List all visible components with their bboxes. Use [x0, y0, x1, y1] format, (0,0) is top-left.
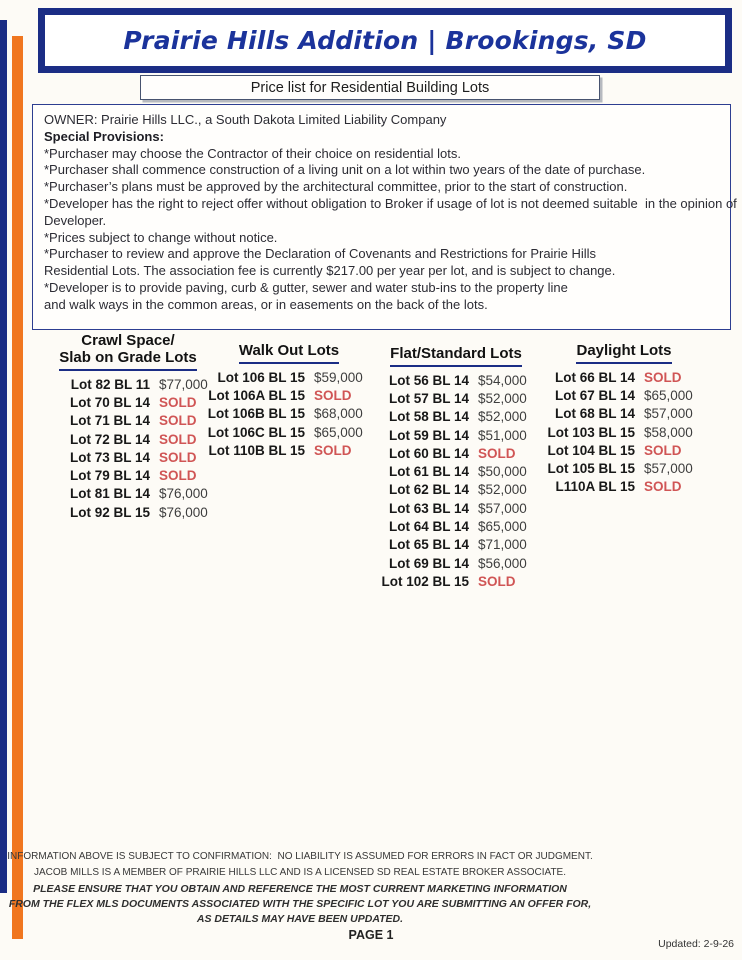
lot-id: Lot 56 BL 14: [388, 372, 469, 388]
lot-id: Lot 103 BL 15: [547, 424, 635, 440]
lot-id: L110A BL 15: [555, 479, 635, 495]
lot-row: [544, 405, 704, 423]
lot-id: Lot 62 BL 14: [388, 482, 469, 498]
lot-id: Lot 63 BL 14: [388, 500, 469, 516]
lot-id: Lot 71 BL 14: [69, 413, 150, 429]
lot-group: [42, 332, 214, 521]
page-title: Prairie Hills Addition | Brookings, SD: [123, 26, 647, 55]
lot-row: [374, 536, 538, 554]
lot-group: [202, 342, 376, 459]
left-accent-bar-navy: [0, 20, 7, 893]
lot-status-sold: SOLD: [159, 449, 197, 465]
provision-line: Residential Lots. The association fee is currently $217.00 per year per lot, and is subject to change.: [44, 263, 616, 279]
lot-group-title-line: Flat/Standard Lots: [390, 345, 522, 362]
lot-group-title: [59, 332, 197, 371]
footer-notice-line: JACOB MILLS IS A MEMBER OF PRAIRIE HILLS LLC AND IS A LICENSED SD REAL ESTATE BROKER ASSOCIATE.: [33, 866, 566, 878]
provision-line: and walk ways in the common areas, or in easements on the back of the lots.: [44, 296, 488, 312]
lot-row: [374, 554, 538, 572]
lot-id: Lot 64 BL 14: [388, 519, 469, 535]
lot-row: [544, 478, 704, 496]
lot-id: Lot 69 BL 14: [388, 555, 469, 571]
lot-row: [42, 412, 214, 430]
lot-row: [202, 368, 376, 386]
lot-status-sold: SOLD: [478, 573, 516, 589]
lot-row: [544, 423, 704, 441]
lot-row: [374, 499, 538, 517]
lot-row: [544, 459, 704, 477]
lot-id: Lot 106 BL 15: [217, 369, 305, 385]
lot-price: $50,000: [478, 464, 527, 480]
lot-status-sold: SOLD: [159, 468, 197, 484]
lot-id: Lot 105 BL 15: [547, 461, 635, 477]
lot-price: $58,000: [644, 424, 693, 440]
lot-price: $56,000: [478, 555, 527, 571]
lot-price: $59,000: [314, 369, 363, 385]
provision-line: *Purchaser shall commence construction of a living unit on a lot within two years of the date of purchase.: [44, 162, 646, 178]
footer-marketing-line: FROM THE FLEX MLS DOCUMENTS ASSOCIATED WITH THE SPECIFIC LOT YOU ARE SUBMITTING AN OFFER FOR,: [8, 898, 592, 910]
lot-id: Lot 57 BL 14: [388, 390, 469, 406]
lot-id: Lot 59 BL 14: [388, 427, 469, 443]
lot-row: [202, 386, 376, 404]
subtitle-box: [140, 75, 600, 100]
lot-row: [374, 572, 538, 590]
lot-row: [42, 430, 214, 448]
lot-id: Lot 66 BL 14: [554, 369, 635, 385]
lot-row: [374, 481, 538, 499]
lot-id: Lot 67 BL 14: [554, 387, 635, 403]
lot-row: [374, 389, 538, 407]
provision-line: *Purchaser’s plans must be approved by the architectural committee, prior to the start of construction.: [44, 179, 628, 195]
provision-lines: [44, 145, 737, 314]
lot-status-sold: SOLD: [644, 369, 682, 385]
lot-id: Lot 106B BL 15: [207, 406, 305, 422]
updated-date-label: Updated: 2-9-26: [658, 938, 734, 950]
lot-row: [202, 423, 376, 441]
lot-price: $65,000: [314, 424, 363, 440]
owner-line: OWNER: Prairie Hills LLC., a South Dakota Limited Liability Company: [44, 112, 447, 127]
lot-row: [374, 408, 538, 426]
lot-row: [42, 393, 214, 411]
lot-price: $68,000: [314, 406, 363, 422]
provision-line: *Developer has the right to reject offer without obligation to Broker if usage of lot is not deemed suitable in the opinion of: [44, 195, 737, 211]
lot-row: [374, 371, 538, 389]
lot-id: Lot 65 BL 14: [388, 537, 469, 553]
lot-id: Lot 70 BL 14: [69, 394, 150, 410]
lot-status-sold: SOLD: [314, 442, 352, 458]
footer-marketing-line: PLEASE ENSURE THAT YOU OBTAIN AND REFERENCE THE MOST CURRENT MARKETING INFORMATION: [33, 883, 567, 895]
lot-price: $57,000: [478, 500, 527, 516]
lot-group: [374, 345, 538, 591]
page-subtitle: Price list for Residential Building Lots: [250, 79, 490, 96]
lot-id: Lot 68 BL 14: [554, 406, 635, 422]
lot-price: $52,000: [478, 409, 527, 425]
lot-price: $51,000: [478, 427, 527, 443]
lot-price: $77,000: [159, 376, 208, 392]
lot-status-sold: SOLD: [314, 387, 352, 403]
lot-id: Lot 106C BL 15: [207, 424, 305, 440]
footer-marketing-line: AS DETAILS MAY HAVE BEEN UPDATED.: [196, 913, 404, 925]
lot-id: Lot 61 BL 14: [388, 464, 469, 480]
lot-group-title-line: Walk Out Lots: [238, 342, 340, 359]
lot-id: Lot 72 BL 14: [69, 431, 150, 447]
lot-status-sold: SOLD: [159, 394, 197, 410]
lot-row: [42, 448, 214, 466]
lot-group-title: [390, 345, 522, 367]
lot-row: [42, 466, 214, 484]
lot-group-title-line: Crawl Space/: [81, 332, 175, 349]
special-provisions-heading: Special Provisions:: [44, 128, 164, 144]
left-accent-bar-orange: [12, 36, 23, 939]
footer-notice-line: INFORMATION ABOVE IS SUBJECT TO CONFIRMATION: NO LIABILITY IS ASSUMED FOR ERRORS IN FACT OR JUDGMENT.: [7, 851, 593, 862]
lot-id: Lot 82 BL 11: [70, 376, 150, 392]
lot-group-title-line: Daylight Lots: [576, 342, 672, 359]
lot-row: [374, 444, 538, 462]
lot-row: [42, 503, 214, 521]
special-provisions-box: [32, 104, 737, 330]
lot-id: Lot 73 BL 14: [69, 449, 150, 465]
provision-line: *Purchaser to review and approve the Declaration of Covenants and Restrictions for Prairie Hills: [44, 246, 597, 262]
lot-group-title: [239, 342, 339, 364]
title-banner: [38, 8, 732, 73]
lot-row: [202, 405, 376, 423]
lot-status-sold: SOLD: [478, 445, 516, 461]
lot-id: Lot 102 BL 15: [381, 573, 469, 589]
lot-id: Lot 79 BL 14: [69, 468, 150, 484]
lot-price: $76,000: [159, 504, 208, 520]
lot-group: [544, 342, 704, 496]
lot-row: [544, 368, 704, 386]
lot-id: Lot 60 BL 14: [388, 445, 469, 461]
lot-price: $52,000: [478, 390, 527, 406]
lot-price: $65,000: [644, 387, 693, 403]
footer-marketing-note: [0, 882, 600, 927]
lot-status-sold: SOLD: [644, 479, 682, 495]
lot-status-sold: SOLD: [159, 431, 197, 447]
lot-id: Lot 81 BL 14: [69, 486, 150, 502]
lot-price: $54,000: [478, 372, 527, 388]
lot-row: [374, 426, 538, 444]
lot-price: $76,000: [159, 486, 208, 502]
lot-id: Lot 58 BL 14: [388, 409, 469, 425]
lot-price: $65,000: [478, 519, 527, 535]
lot-row: [544, 386, 704, 404]
lot-row: [374, 462, 538, 480]
lot-price: $71,000: [478, 537, 527, 553]
lot-id: Lot 92 BL 15: [69, 504, 150, 520]
lot-row: [42, 375, 214, 393]
lot-group-title-line: Slab on Grade Lots: [59, 349, 197, 366]
lot-status-sold: SOLD: [644, 442, 682, 458]
lot-price: $57,000: [644, 461, 693, 477]
lot-id: Lot 110B BL 15: [208, 442, 305, 458]
footer-notice: [0, 849, 600, 880]
provision-line: *Developer is to provide paving, curb & gutter, sewer and water stub-ins to the property line: [44, 279, 568, 295]
lot-id: Lot 104 BL 15: [547, 442, 635, 458]
lot-price: $57,000: [644, 406, 693, 422]
page-number-label: PAGE 1: [348, 928, 394, 942]
lot-status-sold: SOLD: [159, 413, 197, 429]
provision-line: Developer.: [44, 212, 107, 228]
lot-row: [42, 485, 214, 503]
lot-price: $52,000: [478, 482, 527, 498]
lot-row: [544, 441, 704, 459]
lot-id: Lot 106A BL 15: [208, 387, 305, 403]
provision-line: *Prices subject to change without notice.: [44, 229, 278, 245]
lot-group-title: [576, 342, 671, 364]
lot-row: [202, 441, 376, 459]
provision-line: *Purchaser may choose the Contractor of their choice on residential lots.: [44, 145, 461, 161]
lot-row: [374, 517, 538, 535]
